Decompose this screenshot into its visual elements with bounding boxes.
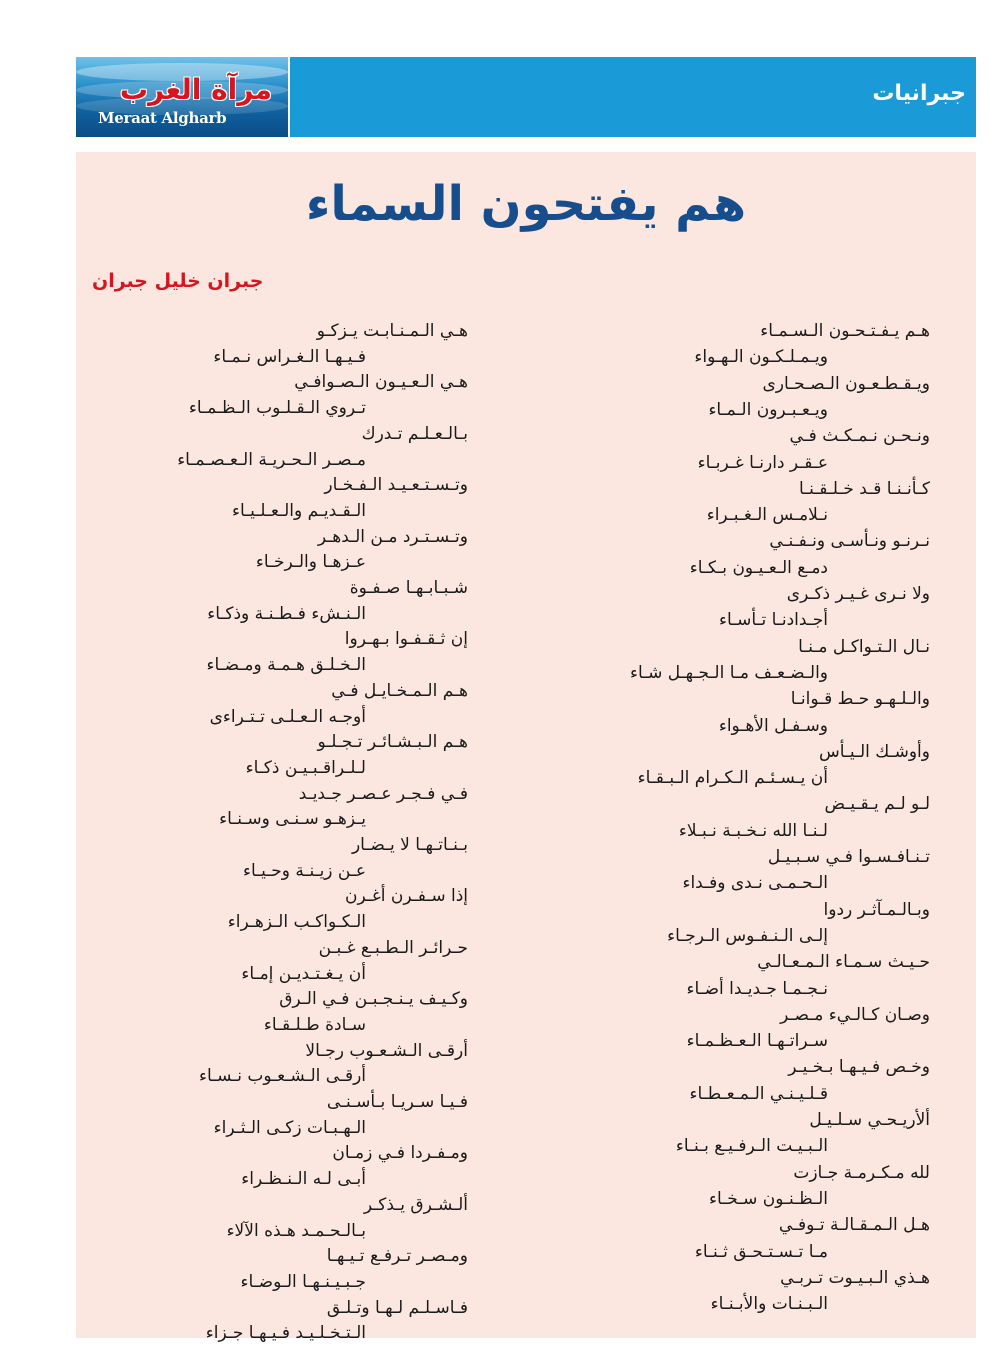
poem-line: إن ثـقـفـوا بـهـروا xyxy=(344,629,468,650)
poem-line: ولا نـرى غـيـر ذكـرى xyxy=(786,584,930,604)
poem-line: يـزهـو سـنـى وسـنـاء xyxy=(219,809,366,830)
poem-line: نـجـمـا جـديـدا أضـاء xyxy=(686,978,828,999)
poem-line: هـي الـمـنـابـت يـزكـو xyxy=(316,321,468,341)
poem-line: أن يـغـتـديـن إمـاء xyxy=(241,963,366,984)
poem-line: أن يـسـئـم الـكـرام الـبـقـاء xyxy=(637,768,828,789)
poem-line: ألـشـرق يـذكـر xyxy=(363,1194,468,1215)
poem-line: الـبـيـت الـرفـيـع بـنـاء xyxy=(675,1136,828,1157)
poem-line: سـراتـهـا الـعـظـمـاء xyxy=(686,1031,828,1052)
poem-line: فـي فـجـر عـصـر جـديـد xyxy=(298,783,468,804)
poem-line: إلـى الـنـفـوس الـرجـاء xyxy=(667,925,828,946)
poem-line: الـخـلـق هـمـة ومـضـاء xyxy=(206,655,366,676)
poem-line: لـو لـم يـقـيـض xyxy=(824,794,930,815)
poem-line: أوجـه الـعـلـى تـتـراءى xyxy=(209,706,366,727)
poem-line: عـزهـا والـرخـاء xyxy=(255,552,366,573)
poem-line: ومـفـردا فـي زمـان xyxy=(332,1143,468,1164)
article-title: هم يفتحون السماء xyxy=(305,176,747,232)
poem-line: أرقـى الـشـعـوب رجـالا xyxy=(305,1040,468,1061)
poem-line: سـادة طـلـقـاء xyxy=(263,1014,366,1035)
poem-line: وكـيـف يـنـجـبـن فـي الـرق xyxy=(279,989,468,1010)
poem-line: الـبـنـات والأبـنـاء xyxy=(710,1294,828,1315)
poem-line: وتـسـتـعـيـد الـفـخـار xyxy=(324,475,468,496)
article-author: جبران خليل جبران xyxy=(92,270,264,292)
poem-line: هـم الـبـشـائـر تـجـلـو xyxy=(317,732,468,753)
poem-line: هـم الـمـخـايـل فـي xyxy=(331,680,468,701)
poem-line: بـنـاتـهـا لا يـضـار xyxy=(351,835,468,855)
poem-line: شـبـابـهـا صـفـوة xyxy=(349,578,468,598)
poem-line: الـقـديـم والـعـلـيـاء xyxy=(232,500,366,521)
poem-line: تـروي الـقـلـوب الـظـمـاء xyxy=(188,398,366,419)
poem-line: هـم يـفـتـحـون الـسـمـاء xyxy=(760,321,930,341)
poem-line: الـكـواكـب الـزهـراء xyxy=(227,912,366,933)
poem-line: وأوشـك الـيـأس xyxy=(818,741,930,762)
poem-line: والـلـهـو حـط قـوانـا xyxy=(790,689,930,710)
publication-logo xyxy=(76,57,290,137)
poem-line: بـالـعـلـم تـدرك xyxy=(361,423,468,444)
poem-line: ونـحـن نـمـكـث فـي xyxy=(789,426,930,447)
poem-line: ومـصـر تـرفـع تـيـهـا xyxy=(326,1246,468,1267)
poem-line: نـرنـو ونـأسـى ونـفـنـي xyxy=(769,531,930,552)
poem-line: فـاسـلـم لـهـا وتـلـق xyxy=(326,1297,468,1318)
poem-line: عـقـر دارنـا غـربـاء xyxy=(697,452,828,473)
poem-line: هـذي الـبـيـوت تـربـي xyxy=(780,1267,930,1288)
poem-line: كـأنـنـا قـد خـلـقـنـا xyxy=(798,478,930,499)
poem-line: الـنـشء فـطـنـة وذكـاء xyxy=(207,603,366,624)
poem-line: فـيـا سـريـا بـأسـنـى xyxy=(326,1092,468,1112)
poem-line: الـحـمـى نـدى وفـداء xyxy=(682,873,828,894)
poem-line: أرقـى الـشـعـوب نـسـاء xyxy=(198,1066,366,1087)
poem-line: عـن زيـنـة وحـيـاء xyxy=(242,860,366,881)
poem-line: ويـعـبـرون الـمـاء xyxy=(708,399,828,420)
poem-line: حـرائـر الـطـبـع غـبـن xyxy=(318,937,468,958)
poem-line: مـصـر الـحـريـة الـعـصـمـاء xyxy=(177,449,366,470)
poem-line: مـا تـسـتـحـق ثـنـاء xyxy=(694,1241,828,1262)
poem-line: لـنـا الله نـخـبـة نـبـلاء xyxy=(678,820,828,841)
logo-english: Meraat Algharb xyxy=(98,109,227,127)
poem-line: قـلـيـنـي الـمـعـطـاء xyxy=(689,1083,828,1104)
poem-line: جـبـيـنـهـا الـوضـاء xyxy=(240,1271,366,1292)
poem-line: وتـسـتـرد مـن الـدهـر xyxy=(317,526,468,547)
poem-line: والـضـعـف مـا الـجـهـل شـاء xyxy=(630,662,828,683)
poem-line: وصـان كـالـيء مـصـر xyxy=(780,1004,930,1025)
poem-line: هـل الـمـقـالـة تـوفـي xyxy=(778,1215,930,1236)
poem-line: هـي الـعـيـون الـصـوافـي xyxy=(294,372,468,393)
poem-line: حـيـث سـمـاء الـمـعـالـي xyxy=(757,952,930,973)
poem-line: لله مـكـرمـة جـازت xyxy=(793,1162,930,1183)
poem-line: تـنـافـسـوا فـي سـبـيـل xyxy=(767,847,930,867)
poem-line: أبـى لـه الـنـظـراء xyxy=(241,1169,366,1190)
poem-line: ويـمـلـكـون الـهـواء xyxy=(694,347,828,368)
poem-line: الـتـخـلـيـد فـيـهـا جـزاء xyxy=(205,1323,366,1344)
poem-line: وخـص فـيـهـا بـخـيـر xyxy=(788,1057,930,1078)
poem-line: فـيـهـا الـغـراس نـمـاء xyxy=(213,346,366,367)
poem-line: الـظـنـون سـخـاء xyxy=(709,1188,828,1209)
poem-line: وبـالـمـآثـر ردوا xyxy=(823,899,930,920)
poem-line: ويـقـطـعـون الـصـحـارى xyxy=(762,373,930,394)
poem-line: الـهـبـات زكـى الـثـراء xyxy=(213,1117,366,1138)
section-title: جبرانيات xyxy=(872,81,966,106)
poem-line: دمـع الـعـيـون بـكـاء xyxy=(689,557,828,578)
poem-line: بـالـحـمـد هـذه الآلاء xyxy=(226,1220,366,1241)
poem-line: وسـفـل الأهـواء xyxy=(718,715,828,736)
poem-line: نـال الـتـواكـل مـنـا xyxy=(798,636,930,657)
poem-line: أجـدادنـا تـأسـاء xyxy=(718,610,828,631)
poem-line: لـلـراقـبـيـن ذكـاء xyxy=(245,757,366,778)
poem-line: إذا سـفـرن أغـرن xyxy=(345,886,468,907)
logo-arabic: مرآة الغرب xyxy=(119,73,272,106)
poem-line: ألأريـحـي سـلـيـل xyxy=(809,1110,930,1130)
poem-line: نـلامـس الـغـبـراء xyxy=(706,505,828,526)
